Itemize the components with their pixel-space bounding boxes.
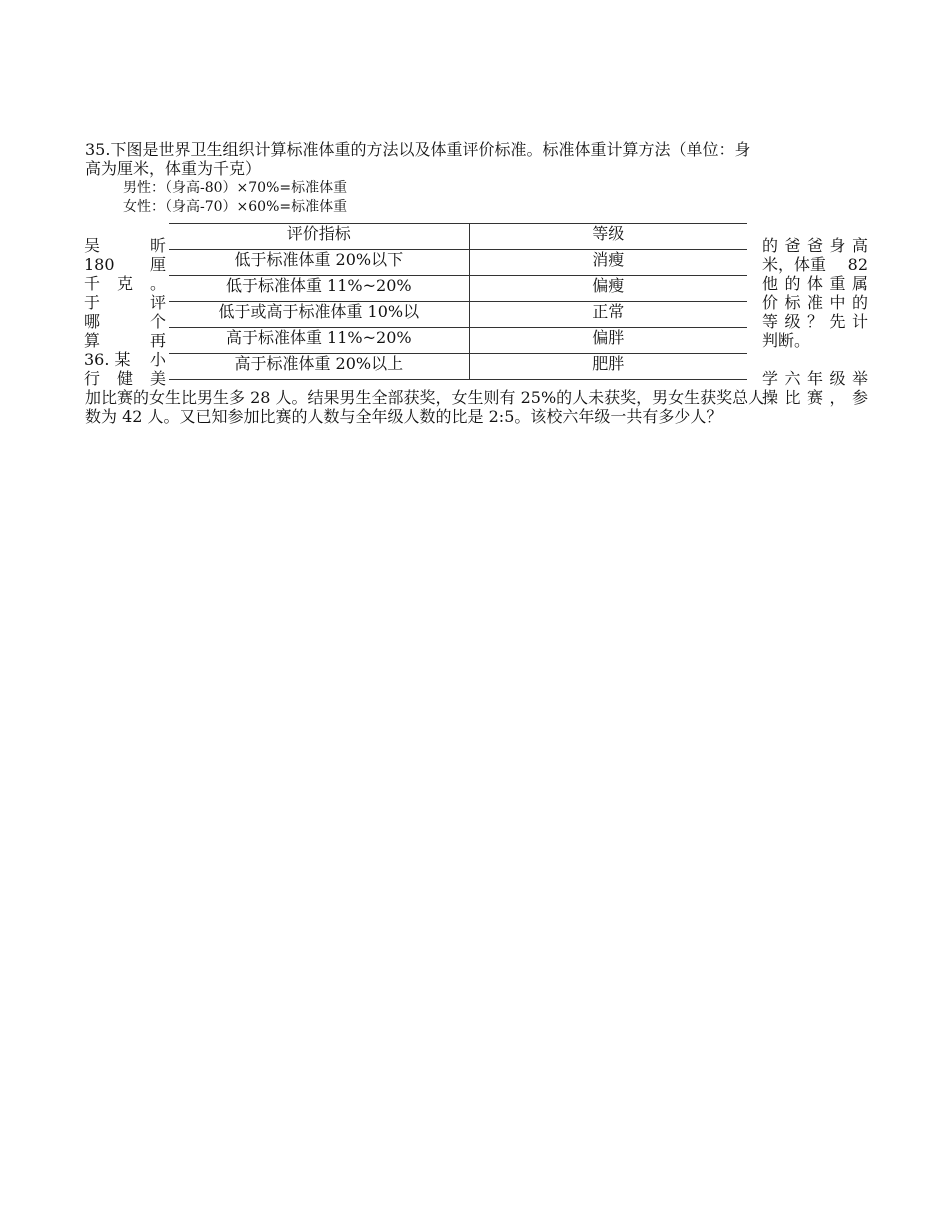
grade-cell: 消瘦: [469, 250, 747, 276]
left-text-line: 吴 昕: [84, 236, 166, 255]
table-row: [169, 354, 747, 380]
right-text-line: 学 六 年 级 举: [762, 369, 868, 388]
table-row: [169, 250, 747, 276]
right-text-line: [762, 350, 868, 369]
left-wrapped-text: [84, 236, 166, 388]
right-wrapped-text: [762, 236, 868, 407]
right-text-line: 的 爸 爸 身 高: [762, 236, 868, 255]
left-text-line: 36. 某 小: [84, 350, 166, 369]
table-header-row: [169, 224, 747, 250]
indicator-cell: 高于标准体重 11%~20%: [169, 328, 469, 354]
male-formula: 男性：（身高-80）×70%=标准体重: [123, 180, 348, 196]
right-text-line: 他 的 体 重 属: [762, 274, 868, 293]
right-text-line: 操 比 赛 ， 参: [762, 388, 868, 407]
table-row: [169, 302, 747, 328]
left-text-line: 千 克 。: [84, 274, 166, 293]
indicator-cell: 高于标准体重 20%以上: [169, 354, 469, 380]
left-text-line: 算 再: [84, 331, 166, 350]
grade-cell: 偏瘦: [469, 276, 747, 302]
right-text-line: 米，体重 82: [762, 255, 868, 274]
header-indicator: 评价指标: [169, 224, 469, 250]
grade-cell: 肥胖: [469, 354, 747, 380]
indicator-cell: 低于或高于标准体重 10%以: [169, 302, 469, 328]
q35-line-1: 35.下图是世界卫生组织计算标准体重的方法以及体重评价标准。标准体重计算方法（单位：身: [85, 140, 751, 159]
q36-line-2: 数为 42 人。又已知参加比赛的人数与全年级人数的比是 2:5。该校六年级一共有多少人？: [85, 407, 723, 426]
left-text-line: 行 健 美: [84, 369, 166, 388]
indicator-cell: 低于标准体重 20%以下: [169, 250, 469, 276]
right-text-line: 判断。: [762, 331, 811, 350]
q36-line-1: 加比赛的女生比男生多 28 人。结果男生全部获奖，女生则有 25%的人未获奖，男女生获奖总人: [85, 388, 765, 407]
left-text-line: 哪 个: [84, 312, 166, 331]
grade-cell: 正常: [469, 302, 747, 328]
header-grade: 等级: [469, 224, 747, 250]
indicator-cell: 低于标准体重 11%~20%: [169, 276, 469, 302]
weight-grade-table: [169, 223, 747, 380]
table-row: [169, 276, 747, 302]
right-text-line: 等 级 ？ 先 计: [762, 312, 868, 331]
grade-cell: 偏胖: [469, 328, 747, 354]
left-text-line: 180 厘: [84, 255, 166, 274]
table-row: [169, 328, 747, 354]
female-formula: 女性：（身高-70）×60%=标准体重: [123, 199, 348, 215]
left-text-line: 于 评: [84, 293, 166, 312]
right-text-line: 价 标 准 中 的: [762, 293, 868, 312]
q35-line-2: 高为厘米，体重为千克）: [85, 159, 262, 178]
